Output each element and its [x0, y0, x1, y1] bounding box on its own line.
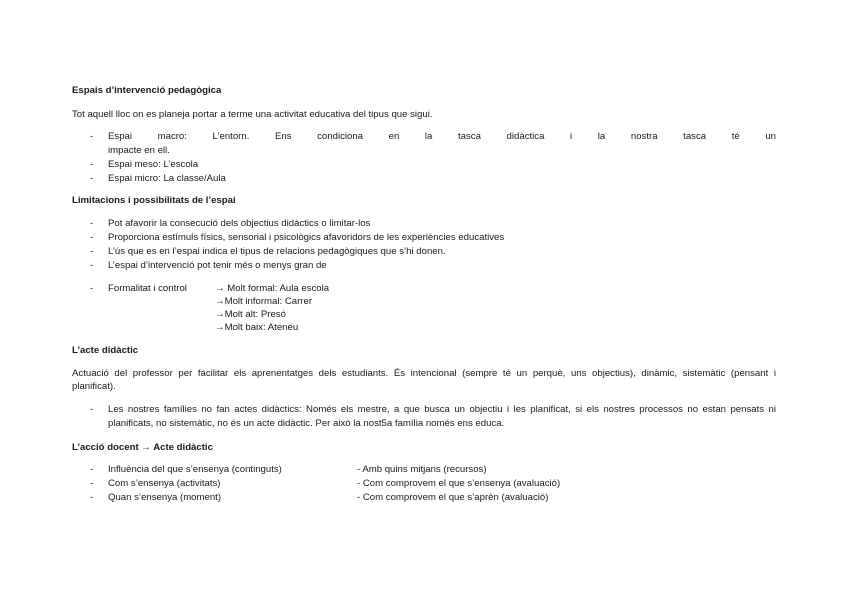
formality-level: →Molt informal: Carrer	[215, 296, 313, 307]
list-item: - Pot afavorir la consecució dels objectius didàctics o limitar-los	[72, 217, 776, 231]
limitations-list	[72, 217, 776, 273]
section-heading-didactic-act: L’acte didàctic	[72, 345, 139, 356]
formality-level: →Molt alt: Presó	[215, 309, 286, 320]
list-item	[72, 130, 776, 158]
list-item: - L’espai d’intervenció pot tenir més o menys gran de	[72, 259, 776, 273]
list-item-text: - Espai macro: L’entorn. Ens condiciona en la tasca didàctica i la nostra tasca té un	[108, 131, 776, 142]
document-page	[72, 84, 776, 505]
didactic-act-list	[72, 403, 776, 431]
list-item-text-continuation: impacte en ell.	[108, 145, 170, 156]
list-item: - Les nostres famílies no fan actes didàctics: Només els mestre, a que busca un objectiu i les planificat, si els nostres processos no estan pensats ni planificats, no sistemàtic, no és un acte didàctic. Per això la nost5a família només ens educa.	[72, 403, 776, 431]
formality-list	[72, 282, 776, 334]
list-item: - Espai micro: La classe/Aula	[72, 172, 776, 186]
list-item: - Espai meso: L’escola	[72, 158, 776, 172]
section-heading-spaces: Espais d’intervenció pedagògica	[72, 85, 222, 96]
didactic-act-paragraph: Actuació del professor per facilitar els aprenentatges dels estudiants. És intencional (sempre té un perquè, uns objectius), dinàmic, sistemàtic (pensant i planificat).	[72, 368, 776, 392]
list-item-formality	[72, 282, 776, 334]
intro-paragraph: Tot aquell lloc on es planeja portar a terme una activitat educativa del tipus que sigui.	[72, 109, 433, 120]
list-item: - Quan s’ensenya (moment) - Com comprovem el que s’aprèn (avaluació)	[72, 491, 776, 505]
section-heading-limitations: Limitacions i possibilitats de l’espai	[72, 195, 236, 206]
list-item: - Proporciona estímuls físics, sensorial i psicològics afavoridors de les experiències educatives	[72, 231, 776, 245]
list-item: - L’ús que es en l’espai indica el tipus de relacions pedagògiques que s’hi donen.	[72, 245, 776, 259]
formality-level: →Molt baix: Ateneu	[215, 322, 299, 333]
list-item: - Influència del que s’ensenya (continguts) - Amb quins mitjans (recursos)	[72, 463, 776, 477]
formality-levels	[215, 282, 329, 334]
teaching-action-list	[72, 463, 776, 505]
list-item: - Com s’ensenya (activitats) - Com comprovem el que s’ensenya (avaluació)	[72, 477, 776, 491]
formality-level: → Molt formal: Aula escola	[215, 283, 330, 294]
formality-label: - Formalitat i control	[108, 283, 187, 294]
spaces-list	[72, 130, 776, 186]
section-heading-teaching-action: L’acció docent → Acte didàctic	[72, 442, 213, 453]
